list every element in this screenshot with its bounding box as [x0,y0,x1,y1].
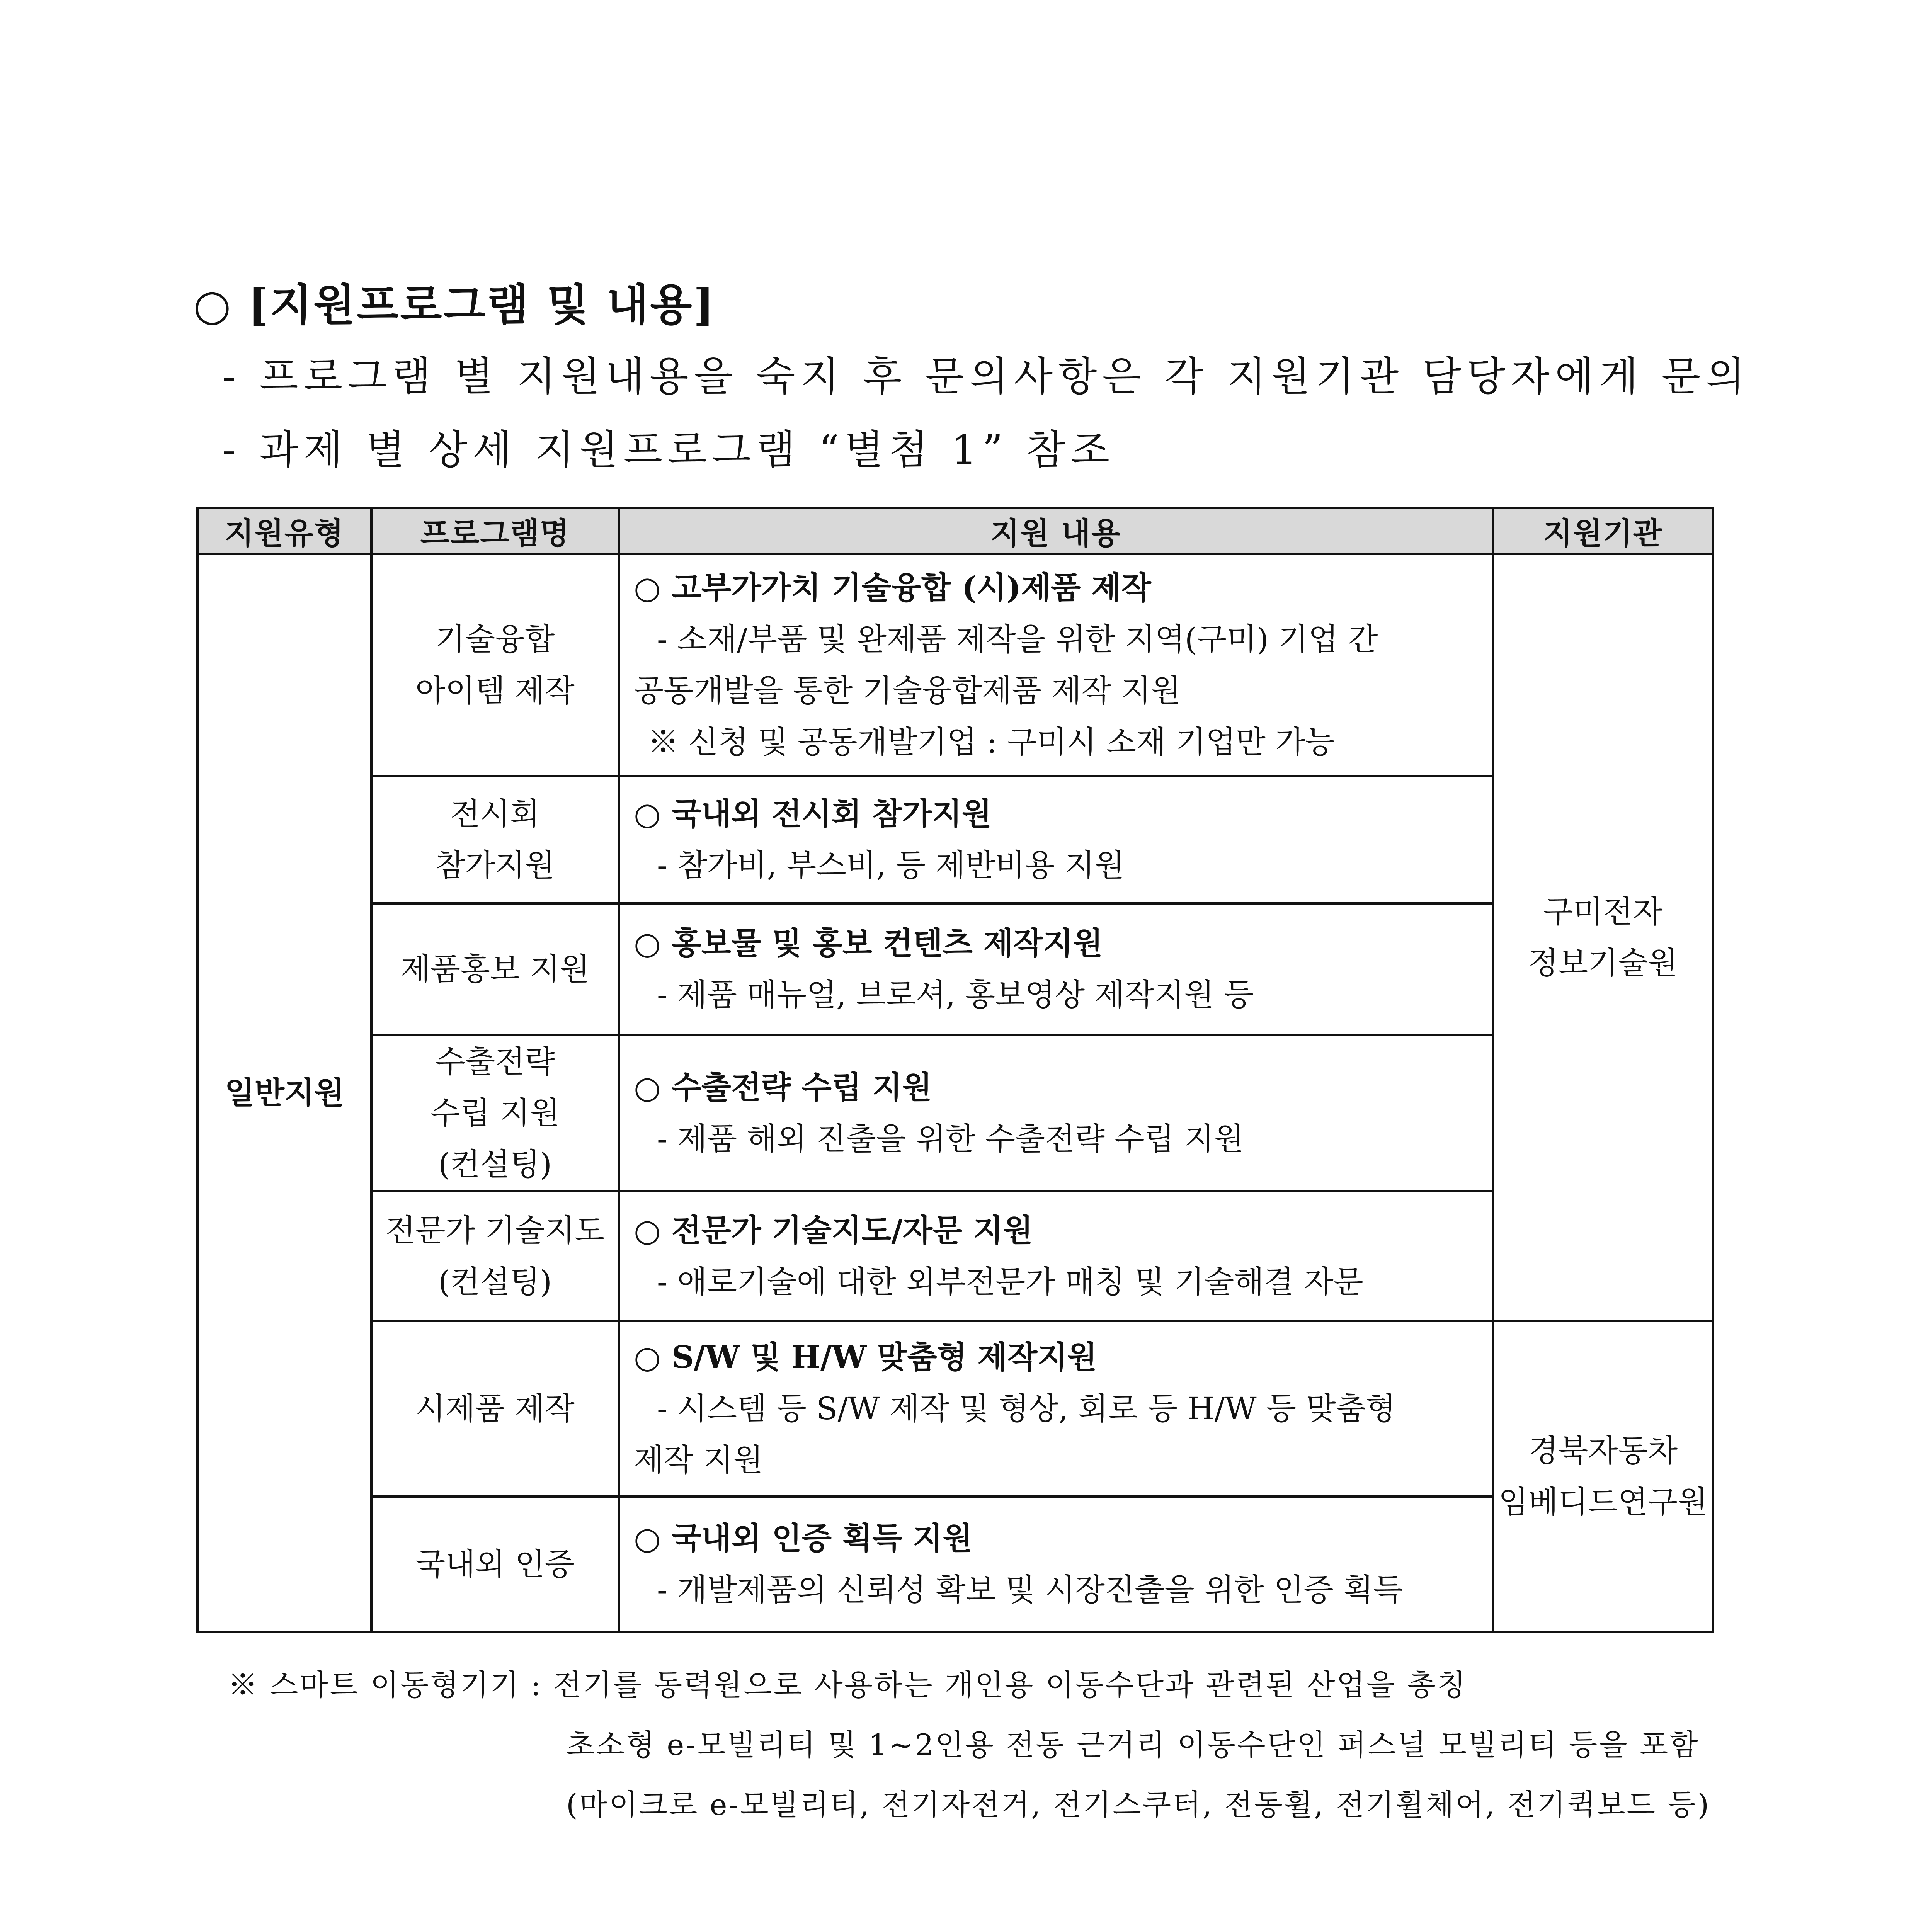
instruction-line: - 과제 별 상세 지원프로그램 “별첨 1” 참조 [222,426,1115,473]
header-program-name: 프로그램명 [371,508,619,554]
table-row [197,1497,1713,1632]
table-header-row [197,508,1713,554]
support-content-cell: ○ 고부가가치 기술융합 (시)제품 제작 - 소재/부품 및 완제품 제작을 위한 지역(구미) 기업 간 공동개발을 통한 기술융합제품 제작 지원 ※ 신청 및 공동개발기업 : 구미시 소재 기업만 가능 [619,554,1493,776]
support-type-cell: 일반지원 [197,554,371,1632]
instruction-line: - 프로그램 별 지원내용을 숙지 후 문의사항은 각 지원기관 담당자에게 문의 [222,353,1750,400]
table-row [197,1191,1713,1321]
support-content-cell: ○ 국내외 전시회 참가지원 - 참가비, 부스비, 등 제반비용 지원 [619,776,1493,903]
program-name-cell: 국내외 인증 [371,1497,619,1632]
table-row [197,903,1713,1035]
header-support-type: 지원유형 [197,508,371,554]
header-support-content: 지원 내용 [619,508,1493,554]
institution-cell: 경북자동차 임베디드연구원 [1493,1321,1713,1632]
program-name-cell: 전문가 기술지도 (컨설팅) [371,1191,619,1321]
program-name-cell: 기술융합 아이템 제작 [371,554,619,776]
support-content-cell: ○ 전문가 기술지도/자문 지원 - 애로기술에 대한 외부전문가 매칭 및 기술해결 자문 [619,1191,1493,1321]
support-content-cell: ○ 홍보물 및 홍보 컨텐츠 제작지원 - 제품 매뉴얼, 브로셔, 홍보영상 제작지원 등 [619,903,1493,1035]
circle-bullet-icon: ○ [193,280,233,330]
section-title-text: [지원프로그램 및 내용] [248,280,716,330]
support-content-cell: ○ S/W 및 H/W 맞춤형 제작지원 - 시스템 등 S/W 제작 및 형상, 회로 등 H/W 등 맞춤형 제작 지원 [619,1321,1493,1497]
program-name-cell: 제품홍보 지원 [371,903,619,1035]
program-name-cell: 전시회 참가지원 [371,776,619,903]
header-institution: 지원기관 [1493,508,1713,554]
support-program-table [196,507,1714,1633]
footnote-line: 초소형 e-모빌리티 및 1~2인용 전동 근거리 이동수단인 퍼스널 모빌리티 등을 포함 [566,1728,1700,1762]
footnote-definition: ※ 스마트 이동형기기 : 전기를 동력원으로 사용하는 개인용 이동수단과 관련된 산업을 총칭 [228,1668,1467,1702]
table-row [197,1321,1713,1497]
support-content-cell: ○ 수출전략 수립 지원 - 제품 해외 진출을 위한 수출전략 수립 지원 [619,1035,1493,1191]
institution-cell: 구미전자 정보기술원 [1493,554,1713,1321]
table-row [197,1035,1713,1191]
footnote-line: (마이크로 e-모빌리티, 전기자전거, 전기스쿠터, 전동휠, 전기휠체어, 전기퀵보드 등) [566,1787,1711,1822]
program-name-cell: 시제품 제작 [371,1321,619,1497]
section-preference-title [193,1928,1604,1932]
program-name-cell: 수출전략 수립 지원 (컨설팅) [371,1035,619,1191]
section-support-program-title [193,270,715,333]
support-content-cell: ○ 국내외 인증 획득 지원 - 개발제품의 신뢰성 확보 및 시장진출을 위한 인증 획득 [619,1497,1493,1632]
table-row [197,554,1713,776]
table-row [197,776,1713,903]
